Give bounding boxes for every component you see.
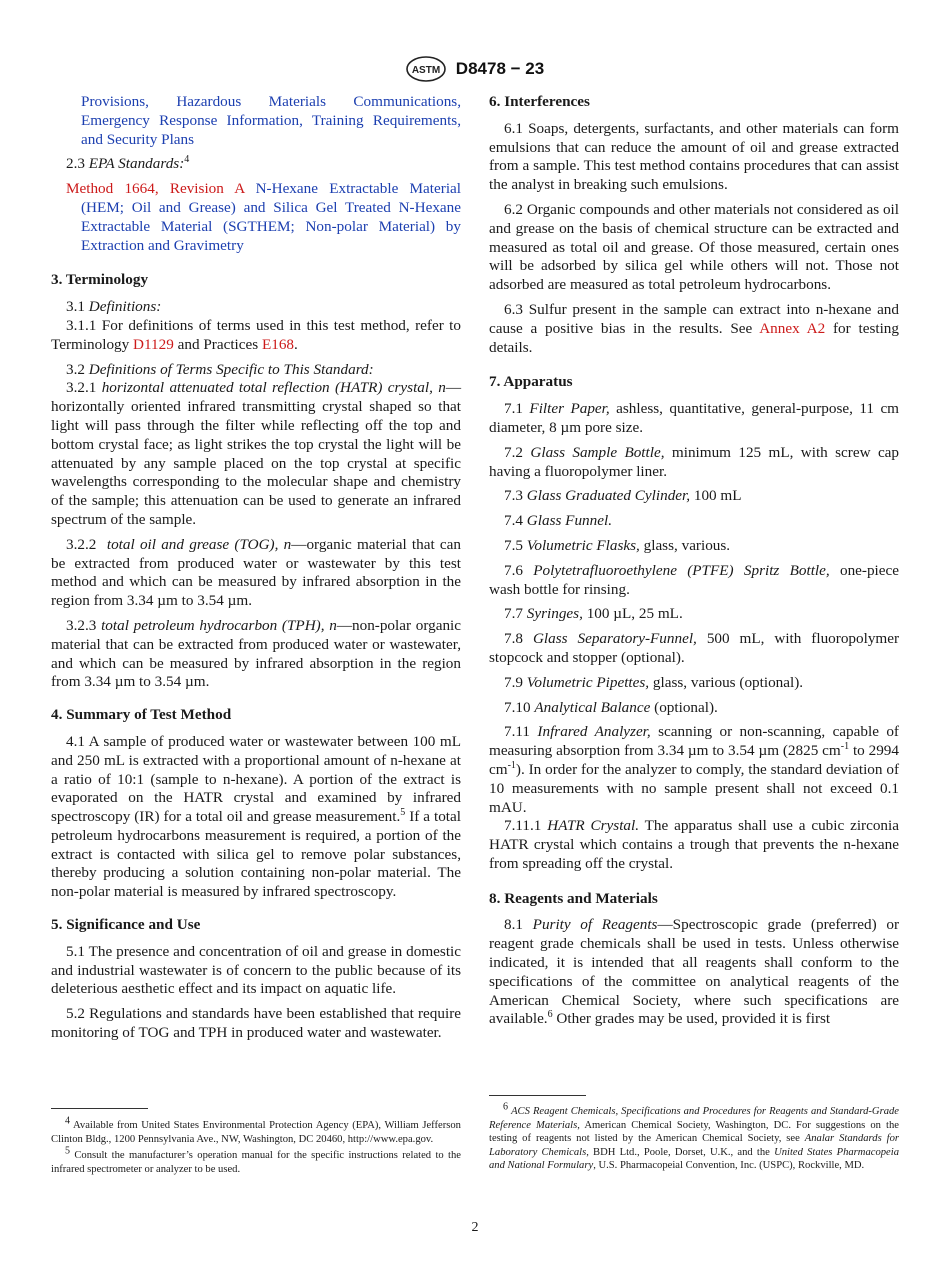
section-7-5: 7.5 Volumetric Flasks, glass, various. — [504, 536, 731, 554]
section-7-6: 7.6 Polytetrafluoroethylene (PTFE) Spritz Bottle, one-piece wash bottle for rinsing. — [489, 561, 899, 598]
section-3-1-1: 3.1.1 For definitions of terms used in this test method, refer to Terminology D1129 and Practices E168. — [51, 316, 461, 353]
footnote-rule-left — [51, 1108, 148, 1109]
page-number: 2 — [471, 1220, 479, 1235]
section-3-2-2: 3.2.2 total oil and grease (TOG), n—organic material that can be extracted from produced water or wastewater by this test method and which can be measured by infrared absorption in the region from 3.34 µm to 3.54 µm. — [51, 535, 462, 610]
referenced-document-link[interactable]: Provisions, Hazardous Materials Communications, Emergency Response Information, Training Requirements, and Security Plans — [81, 93, 461, 148]
section-4-heading: 4. Summary of Test Method — [51, 706, 232, 724]
section-3-2: 3.2 Definitions of Terms Specific to This Standard: — [66, 360, 374, 378]
annex-a2-link[interactable]: Annex A2 — [759, 319, 826, 337]
section-7-2: 7.2 Glass Sample Bottle, minimum 125 mL, with screw cap having a fluoropolymer liner. — [489, 443, 900, 480]
section-7-heading: 7. Apparatus — [489, 373, 573, 391]
footnote-6: $^6$ ACS Reagent Chemicals, Specifications and Procedures for Reagents and Standard-Grade Reference Materials, American Chemical Society, Washington, DC. For suggestions on the testing of reagents not listed by the American Chemical Society, see Analar Standards for Laboratory Chemicals, BDH Ltd., Poole, Dorset, U.K., and the United States Pharmacopeia and National Formulary, U.S. Pharmacopeial Convention, Inc. (USPC), Rockville, MD. — [489, 1101, 900, 1172]
section-7-8: 7.8 Glass Separatory-Funnel, 500 mL, with fluoropolymer stopcock and stopper (optional). — [489, 630, 900, 666]
footnote-rule-right — [489, 1095, 586, 1096]
left-column — [51, 93, 461, 1049]
page-header — [0, 56, 950, 82]
section-5-1: 5.1 The presence and concentration of oil and grease in domestic and industrial wastewater is of concern to the public because of its deleterious aesthetic effect and its impact on aquatic life. — [51, 942, 461, 998]
footnotes-right — [489, 1101, 900, 1176]
footnote-4: $^4$ Available from United States Environmental Protection Agency (EPA), William Jefferson Clinton Bldg., 1200 Pennsylvania Ave., NW, Washington, DC 20460, http://www.epa.gov. — [51, 1115, 461, 1145]
section-3-heading: 3. Terminology — [51, 271, 149, 289]
section-4-1: 4.1 A sample of produced water or wastewater between 100 mL and 250 mL is extracted with a proportional amount of n-hexane at a ratio of 10:1 (sample to n-hexane). A portion of the extract is evaporated on the HATR crystal and examined by infrared spectroscopy (IR) for a total oil and grease measurement.$^5$ If a total petroleum hydrocarbons measurement is required, a portion of the extract is contacted with silica gel to remove polar substances, thereby producing a solution containing non-polar material. The non-polar material is measured by infrared spectroscopy. — [51, 732, 461, 901]
d1129-link[interactable]: D1129 — [133, 335, 174, 353]
section-8-1: 8.1 Purity of Reagents—Spectroscopic grade (preferred) or reagent grade chemicals shall be used in tests. Unless otherwise indicated, it is intended that all reagents shall conform to the specifications of the committee on analytical reagents of the American Chemical Society, where such specifications are available.$^6$ Other grades may be used, provided it is first — [489, 916, 900, 1028]
section-7-7: 7.7 Syringes, 100 µL, 25 mL. — [504, 605, 683, 623]
section-7-1: 7.1 Filter Paper, ashless, quantitative, general-purpose, 11 cm diameter, 8 µm pore size. — [489, 400, 899, 436]
section-7-4: 7.4 Glass Funnel. — [504, 512, 612, 530]
astm-logo-icon — [406, 56, 446, 82]
section-7-11-1: 7.11.1 HATR Crystal. The apparatus shall use a cubic zirconia HATR crystal which contains a trough that prevents the n-hexane from spreading off the crystal. — [489, 817, 899, 872]
section-3-2-1: 3.2.1 horizontal attenuated total reflection (HATR) crystal, n—horizontally oriented infrared transmitting crystal shaped so that light will pass through the filter while reflecting off the top and bottom crystal face; as light strikes the top crystal the light will be attenuated by any sample placed on the top crystal at specific wavelengths corresponding to the molecular shape and chemistry of the sample; this attenuation can be used to generate an infrared spectrum of the sample. — [51, 379, 461, 528]
e168-link[interactable]: E168 — [261, 335, 295, 353]
section-3-1: 3.1 Definitions: — [66, 298, 162, 316]
section-8-heading: 8. Reagents and Materials — [489, 889, 658, 907]
section-7-10: 7.10 Analytical Balance (optional). — [504, 698, 718, 716]
section-7-3: 7.3 Glass Graduated Cylinder, 100 mL — [504, 487, 742, 505]
method-title-link[interactable]: N-Hexane Extractable Material (HEM; Oil and Grease) and Silica Gel Treated N-Hexane Extractable Material (SGTHEM; Non-polar Material) by Extraction and Gravimetry — [81, 180, 461, 254]
section-6-1: 6.1 Soaps, detergents, surfactants, and other materials can form emulsions that can reduce the amount of oil and grease extracted from a sample. This test method contains procedures that can assist the analyst in breaking such emulsions. — [489, 119, 899, 194]
method-1664-link[interactable]: Method 1664, Revision A — [66, 180, 245, 198]
section-6-heading: 6. Interferences — [489, 93, 590, 110]
footnotes-left — [51, 1115, 461, 1179]
footnote-5: $^5$ Consult the manufacturer’s operation manual for the specific instructions related to the infrared spectrometer or analyzer to be used. — [51, 1145, 461, 1175]
section-6-2: 6.2 Organic compounds and other materials not considered as oil and grease on the basis of chemical structure can be extracted and measured as total oil and grease. Of those measured, certain ones will be adsorbed by silica gel while others will not. Those not adsorbed are measured as total petroleum hydrocarbons. — [489, 200, 899, 294]
section-2-3: 2.3 EPA Standards:$^4$ — [66, 154, 190, 173]
section-7-9: 7.9 Volumetric Pipettes, glass, various (optional). — [504, 673, 804, 691]
standard-designation: D8478 − 23 — [455, 59, 545, 78]
section-7-11: 7.11 Infrared Analyzer, scanning or non-scanning, capable of measuring absorption from 3.34 µm to 3.54 µm (2825 $cm^{-1}$ to 2994 $cm^{-1}$). In order for the analyzer to comply, the standard deviation of 10 measurements with no sample present shall not exceed 0.1 mAU. — [489, 723, 899, 816]
svg-text:ASTM: ASTM — [411, 65, 440, 76]
right-column — [489, 93, 899, 1035]
section-6-3: 6.3 Sulfur present in the sample can extract into n-hexane and cause a positive bias in the results. See Annex A2 for testing details. — [489, 300, 899, 356]
section-5-heading: 5. Significance and Use — [51, 916, 201, 934]
section-3-2-3: 3.2.3 total petroleum hydrocarbon (TPH), n—non-polar organic material that can be extracted from produced water or wastewater, and which can be measured by infrared absorption in the region from 3.34 µm to 3.54 µm. — [51, 616, 462, 691]
epa-method-reference — [51, 180, 461, 255]
section-5-2: 5.2 Regulations and standards have been established that require monitoring of TOG and TPH in produced water and wastewater. — [51, 1005, 461, 1042]
